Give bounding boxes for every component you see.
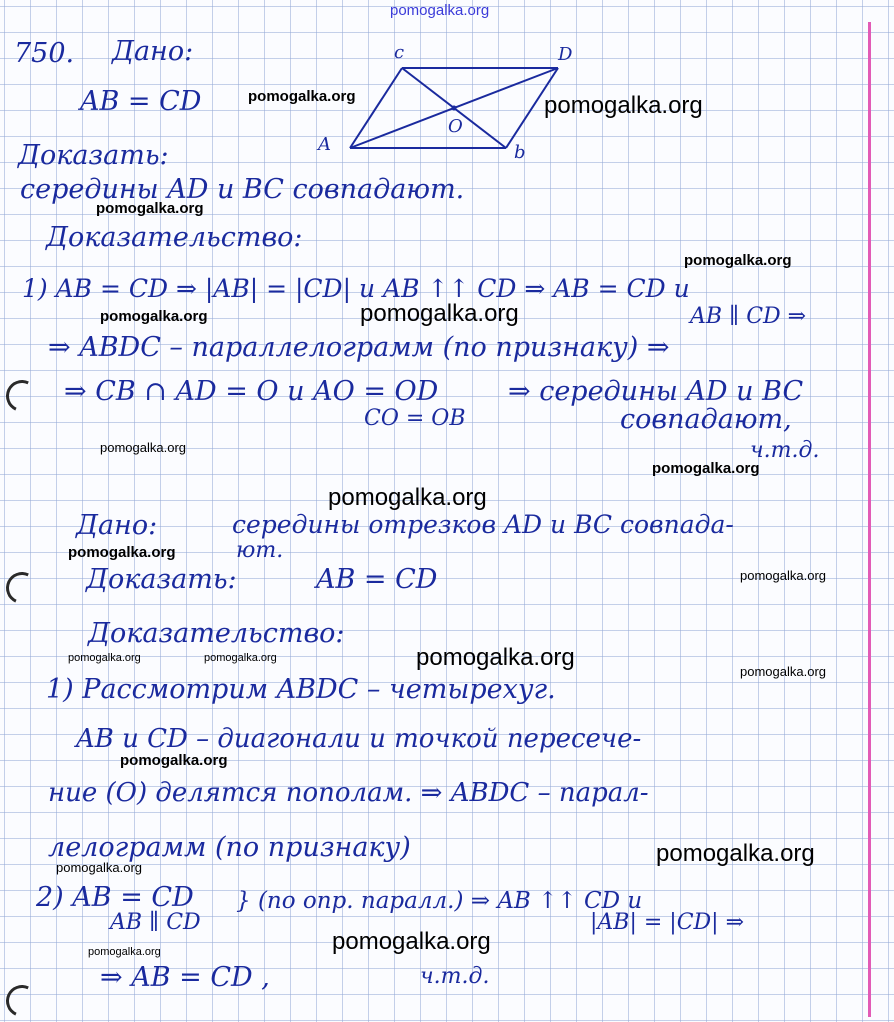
- watermark: pomogalka.org: [652, 460, 760, 477]
- watermark: pomogalka.org: [248, 88, 356, 105]
- given-label-2: Дано:: [76, 510, 158, 541]
- watermark: pomogalka.org: [100, 308, 208, 325]
- watermark: pomogalka.org: [56, 860, 142, 875]
- watermark: pomogalka.org: [656, 840, 815, 867]
- watermark: pomogalka.org: [88, 946, 161, 958]
- problem-number: 750.: [14, 38, 75, 69]
- label-c: c: [394, 42, 405, 63]
- watermark: pomogalka.org: [100, 440, 186, 455]
- point-o: [452, 106, 457, 111]
- watermark: pomogalka.org: [120, 752, 228, 769]
- prove-statement: середины AD и BC совпадают.: [20, 174, 465, 205]
- proof-step-1g: совпадают,: [620, 404, 792, 435]
- given-statement-2a: середины отрезков AD и BC совпада-: [232, 510, 734, 539]
- proof-label-2: Доказательство:: [88, 618, 345, 649]
- watermark: pomogalka.org: [68, 544, 176, 561]
- qed-2: ч.т.д.: [420, 964, 490, 989]
- side-ac: [350, 68, 402, 148]
- watermark: pomogalka.org: [416, 644, 575, 671]
- proof-step-1c: ⇒ ABDC – параллелограмм (по признаку) ⇒: [48, 332, 670, 363]
- proof-step-1f: ⇒ середины AD и BC: [508, 376, 804, 407]
- proof2-step-1a: 1) Рассмотрим ABDC – четырехуг.: [46, 674, 556, 705]
- site-header-watermark: pomogalka.org: [390, 2, 490, 19]
- watermark: pomogalka.org: [740, 664, 826, 679]
- proof2-step-2a: 2) AB = CD: [36, 882, 194, 913]
- proof2-step-2e: ⇒ AB = CD ,: [100, 962, 270, 993]
- proof2-step-1c: ние (O) делятся пополам. ⇒ ABDC – парал-: [48, 778, 649, 808]
- proof2-step-2d: |AB| = |CD| ⇒: [590, 910, 745, 935]
- prove-statement-2: AB = CD: [316, 564, 438, 595]
- prove-label-2: Доказать:: [86, 564, 237, 595]
- label-b: b: [514, 142, 526, 163]
- prove-label: Доказать:: [18, 140, 169, 171]
- binder-hole: [1, 375, 42, 416]
- given-statement-2b: ют.: [236, 538, 284, 563]
- watermark: pomogalka.org: [684, 252, 792, 269]
- proof-step-1b: AB ∥ CD ⇒: [690, 304, 807, 329]
- notebook-margin-line: [868, 22, 871, 1017]
- binder-hole: [1, 567, 42, 608]
- qed-1: ч.т.д.: [750, 438, 820, 463]
- proof2-step-2b: AB ∥ CD: [110, 910, 201, 935]
- watermark: pomogalka.org: [332, 928, 491, 955]
- watermark: pomogalka.org: [204, 652, 277, 664]
- label-a: A: [318, 134, 331, 155]
- watermark: pomogalka.org: [328, 484, 487, 511]
- label-o: O: [448, 116, 463, 137]
- proof2-step-2c: } (по опр. паралл.) ⇒ AB ↑↑ CD и: [236, 888, 643, 914]
- given-statement: AB = CD: [80, 86, 202, 117]
- watermark: pomogalka.org: [544, 92, 703, 119]
- label-d: D: [558, 44, 573, 65]
- given-label: Дано:: [112, 36, 194, 67]
- watermark: pomogalka.org: [360, 300, 519, 327]
- watermark: pomogalka.org: [96, 200, 204, 217]
- watermark: pomogalka.org: [740, 568, 826, 583]
- proof-label: Доказательство:: [46, 222, 303, 253]
- proof-step-1a: 1) AB = CD ⇒ |AB| = |CD| и AB ↑↑ CD ⇒ AB = CD и: [22, 274, 690, 303]
- binder-hole: [1, 980, 42, 1021]
- proof2-step-1b: AB и CD – диагонали и точкой пересече-: [76, 724, 642, 754]
- watermark: pomogalka.org: [68, 652, 141, 664]
- proof-step-1e: CO = OB: [364, 406, 466, 431]
- proof-step-1d: ⇒ CB ∩ AD = O и AO = OD: [64, 376, 439, 407]
- proof2-step-1d: лелограмм (по признаку): [48, 832, 411, 863]
